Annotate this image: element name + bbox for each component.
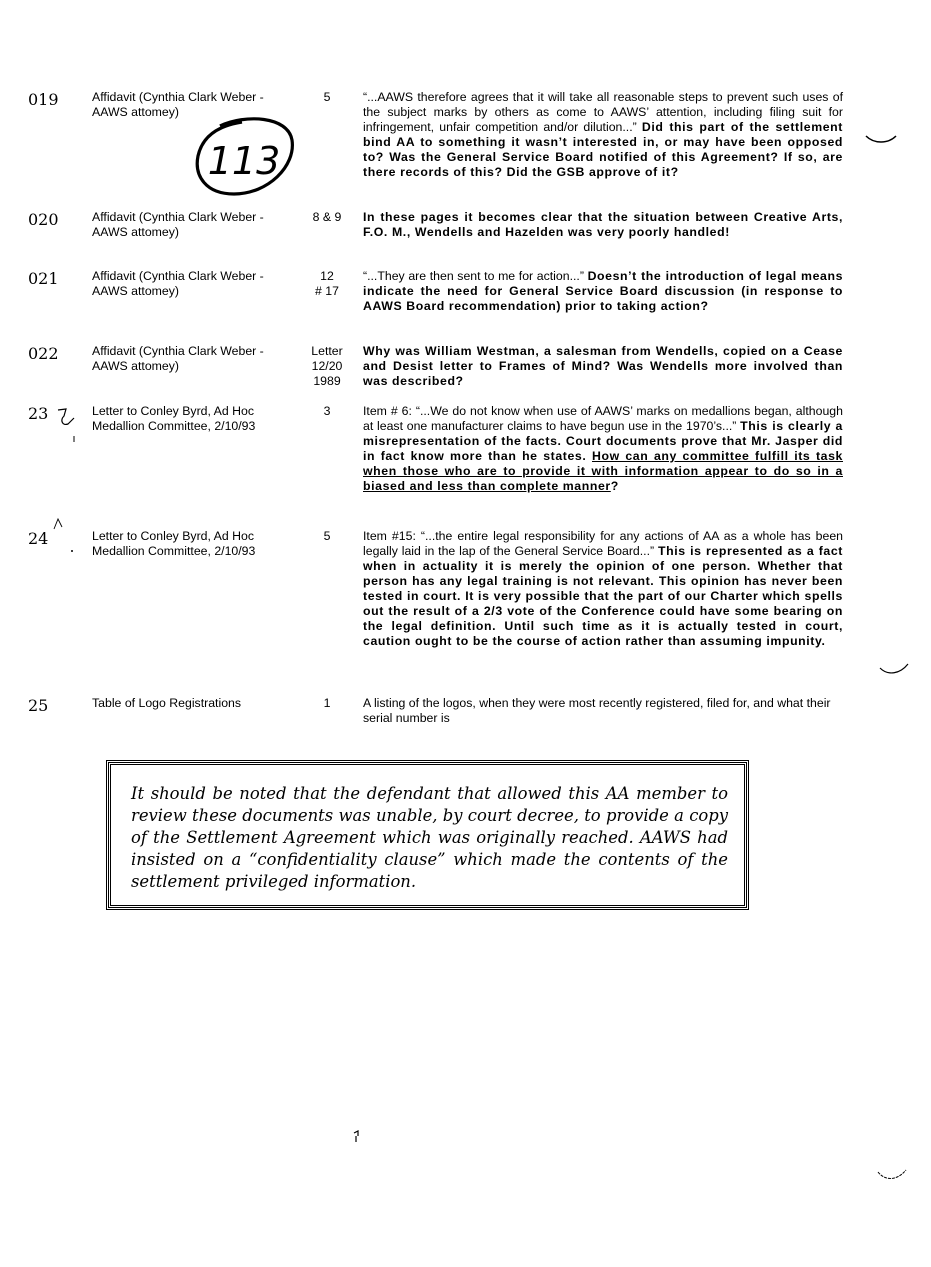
entry-page bbox=[300, 529, 354, 544]
entry-comment bbox=[363, 344, 843, 389]
entry-comment bbox=[363, 90, 843, 180]
entry-comment bbox=[363, 269, 843, 314]
curve-mark-icon bbox=[864, 130, 904, 150]
settlement-note-text: It should be noted that the defendant that allowed this AA member to review these documents was unable, by court decree, to provide a copy of the Settlement Agreement which was originally reached. AAWS had insisted on a “confidentiality clause” which made the contents of the settlement privileged information. bbox=[131, 784, 728, 891]
page-line: 12/20 bbox=[311, 359, 343, 373]
entry-page bbox=[300, 210, 354, 225]
entry-source: Letter to Conley Byrd, Ad Hoc Medallion Committee, 2/10/93 bbox=[92, 404, 256, 433]
comment-question: Why was William Westman, a salesman from Wendells, copied on a Cease and Desist letter to Frames of Mind? Was Wendells more involved than was described? bbox=[363, 344, 843, 388]
circle-stamp-icon bbox=[190, 112, 300, 202]
margin-mark-1 bbox=[864, 130, 904, 155]
entry-comment bbox=[363, 529, 843, 649]
entry-page bbox=[300, 90, 354, 105]
margin-mark-3 bbox=[876, 1168, 916, 1193]
comment-quote: Item # 6: “...We do not know when use of AAWS’ marks on medallions began, although at least one manufacturer claims to have begun use in the 1970’s...” bbox=[363, 404, 843, 433]
entry-source: Table of Logo Registrations bbox=[92, 696, 242, 710]
comment-quote: “...AAWS therefore agrees that it will take all reasonable steps to prevent such uses of the subject marks by others as come to AAWS’ attention, including filing suit for infringement, unfair competition and/or dilution...” bbox=[363, 90, 843, 134]
entry-number: 019 bbox=[28, 90, 59, 109]
page-line: 8 & 9 bbox=[312, 210, 342, 224]
squiggle-icon bbox=[54, 406, 84, 446]
comment-question: This is clearly a misrepresentation of the facts. Court documents prove that Mr. Jasper did in fact know more than he states. bbox=[363, 419, 843, 463]
entry-page bbox=[300, 404, 354, 419]
comment-quote: Item #15: “...the entire legal responsibility for any actions of AA as a whole has been legally laid in the lap of the General Service Board...” bbox=[363, 529, 843, 558]
entry-source: Affidavit (Cynthia Clark Weber - AAWS attomey) bbox=[92, 210, 264, 239]
entry-source: Affidavit (Cynthia Clark Weber - AAWS attomey) bbox=[92, 90, 264, 119]
handwritten-squiggle-23 bbox=[54, 406, 84, 451]
margin-mark-2 bbox=[878, 660, 918, 685]
comment-question: Doesn’t the introduction of legal means indicate the need for General Service Board discussion (in response to AAWS Board recommendation) prior to taking action? bbox=[363, 269, 844, 313]
entry-number: 020 bbox=[28, 210, 59, 229]
scan-speck bbox=[352, 1130, 362, 1151]
comment-question: In these pages it becomes clear that the situation between Creative Arts, F.O. M., Wendells and Hazelden was very poorly handled! bbox=[363, 210, 843, 239]
page-line: # 17 bbox=[315, 284, 339, 298]
entry-comment bbox=[363, 696, 843, 726]
comment-text: A listing of the logos, when they were most recently registered, filed for, and what their serial number is bbox=[363, 696, 831, 725]
entry-number: 24 bbox=[28, 529, 49, 548]
page-line: 3 bbox=[323, 404, 331, 418]
handwritten-stamp bbox=[190, 112, 300, 202]
entry-source: Letter to Conley Byrd, Ad Hoc Medallion Committee, 2/10/93 bbox=[92, 529, 256, 558]
comment-question-mark: ? bbox=[610, 479, 619, 493]
entry-comment bbox=[363, 404, 843, 494]
page-line: Letter bbox=[311, 344, 343, 358]
comment-underlined: How can any committee fulfill its task when those who are to provide it with information appear to do so in a biased and less than complete manner bbox=[363, 449, 843, 493]
entry-page bbox=[300, 269, 354, 299]
entry-number: 25 bbox=[28, 696, 49, 715]
curve-mark-icon bbox=[876, 1168, 916, 1188]
comment-quote: “...They are then sent to me for action...” bbox=[363, 269, 588, 283]
entry-page bbox=[300, 696, 354, 711]
comment-question: Did this part of the settlement bind AA to something it wasn’t interested in, or may have been opposed to? Was the General Service Board notified of this Agreement? If so, are there records of this? Did the GSB approve of it? bbox=[363, 120, 843, 179]
speck-icon bbox=[352, 1130, 362, 1146]
comment-question: This is represented as a fact when in actuality it is merely the opinion of one person. Whether that person has any legal training is not relevant. This opinion has never been tested in court. It is very possible that the part of our Charter which spells out the result of a 2/3 vote of the Conference could have some bearing on the legal definition. Until such time as it is actually tested in court, caution ought to be the course of action rather than assuming impunity. bbox=[363, 544, 843, 648]
page-line: 1989 bbox=[313, 374, 341, 388]
stamp-number: 113 bbox=[207, 139, 281, 183]
entry-source: Affidavit (Cynthia Clark Weber - AAWS attomey) bbox=[92, 269, 264, 298]
page-line: 5 bbox=[323, 529, 331, 543]
curve-mark-icon bbox=[878, 660, 918, 680]
entry-comment bbox=[363, 210, 843, 240]
settlement-note-box bbox=[108, 762, 747, 908]
entry-number: 022 bbox=[28, 344, 59, 363]
page-line: 5 bbox=[323, 90, 331, 104]
caret-icon bbox=[50, 515, 80, 555]
entry-source: Affidavit (Cynthia Clark Weber - AAWS attomey) bbox=[92, 344, 264, 373]
page-line: 12 bbox=[320, 269, 334, 283]
page-line: 1 bbox=[323, 696, 331, 710]
handwritten-caret-24 bbox=[50, 515, 80, 560]
entry-number: 021 bbox=[28, 269, 59, 288]
entry-number: 23 bbox=[28, 404, 49, 423]
entry-page bbox=[300, 344, 354, 389]
